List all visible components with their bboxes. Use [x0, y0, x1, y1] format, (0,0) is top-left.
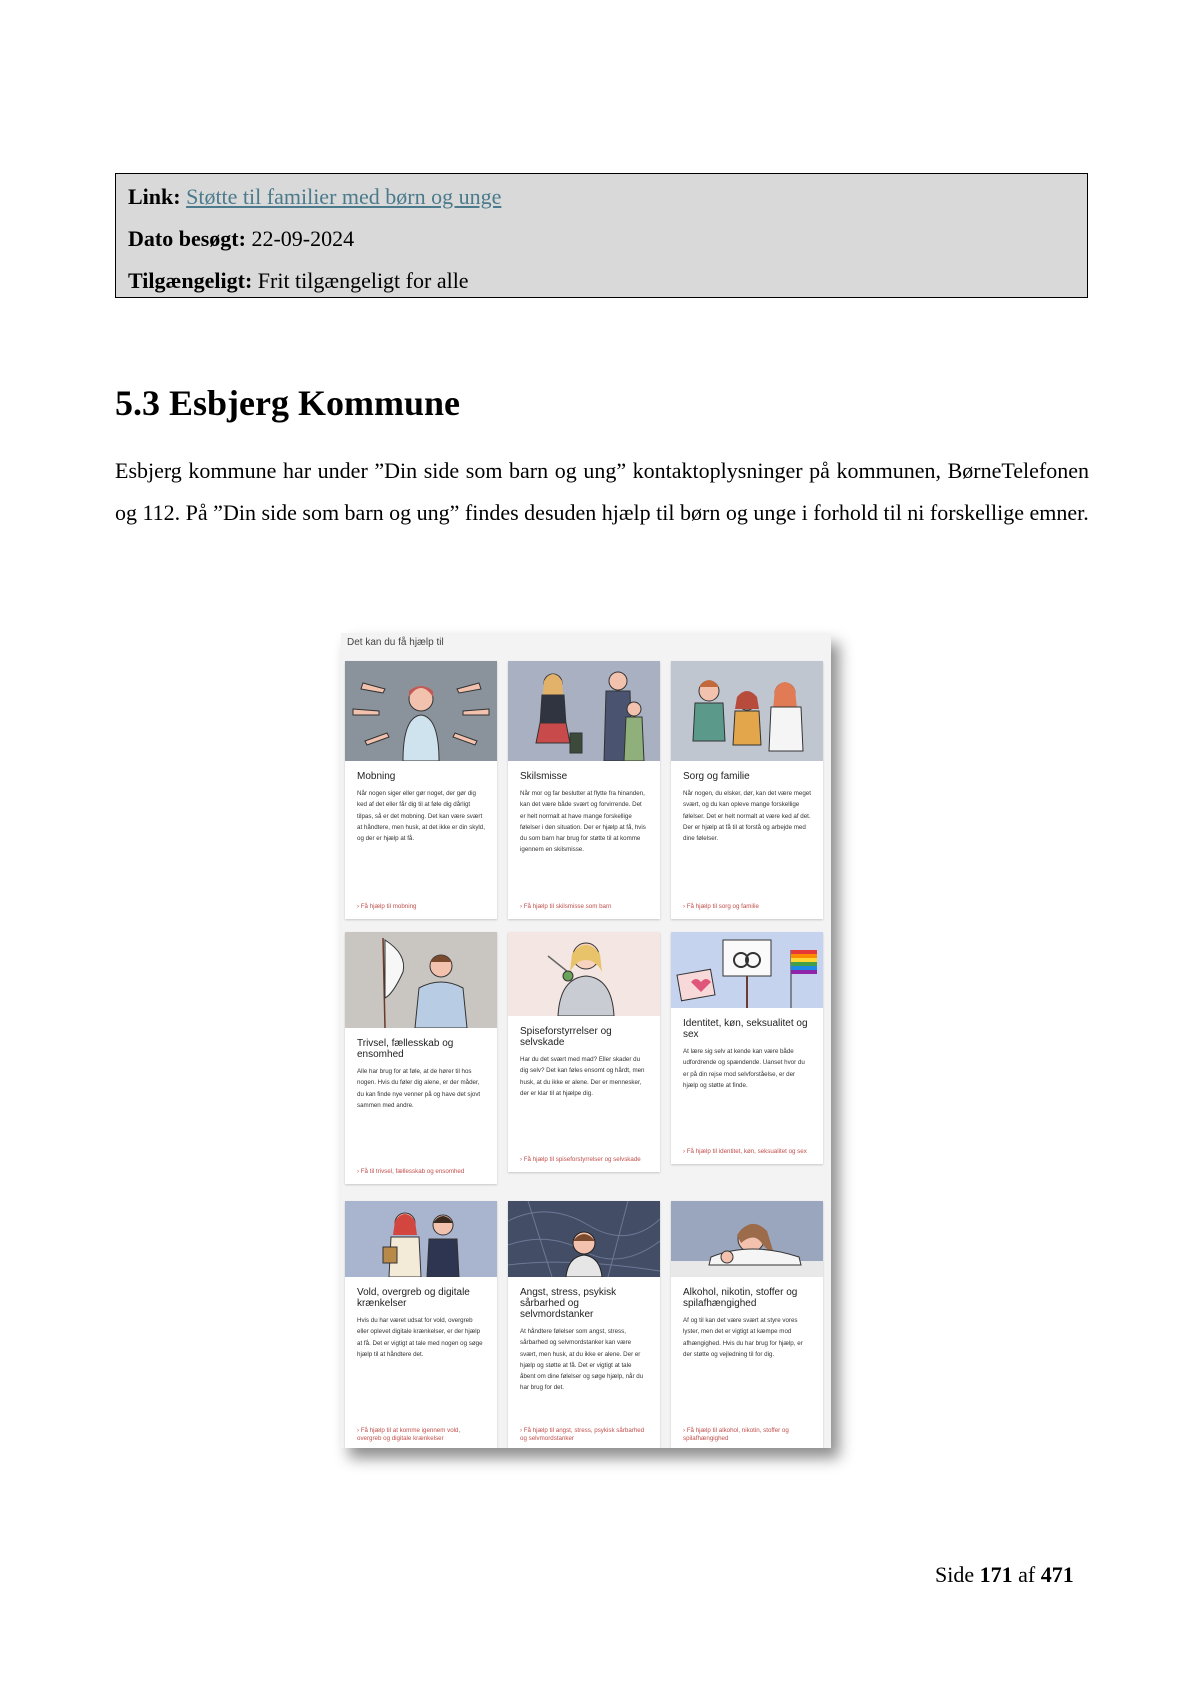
- card-title: Sorg og familie: [683, 771, 750, 782]
- source-info-box: [115, 173, 1088, 298]
- section-paragraph: Esbjerg kommune har under ”Din side som barn og ung” kontaktoplysninger på kommunen, BørneTelefonen og 112. På ”Din side som barn og ung” findes desuden hjælp til børn og unge i forhold til ni forskellige emner.: [115, 458, 1089, 525]
- date-label: Dato besøgt:: [128, 226, 246, 251]
- card-title: Spiseforstyrrelser og selvskade: [520, 1026, 612, 1048]
- card-link[interactable]: › Få hjælp til identitet, køn, seksualitet og sex: [683, 1148, 807, 1155]
- grief-family-illustration: [671, 661, 823, 761]
- card-link-label: Få hjælp til identitet, køn, seksualitet og sex: [686, 1148, 807, 1155]
- card-link-label: Få til trivsel, fællesskab og ensomhed: [360, 1168, 465, 1175]
- card-vold: [345, 1201, 497, 1448]
- card-link-label: Få hjælp til sorg og familie: [686, 903, 759, 910]
- card-link-label: Få hjælp til mobning: [360, 903, 417, 910]
- card-text: Når nogen, du elsker, dør, kan det være meget svært, og du kan opleve mange forskellige følelser. Det er helt normalt at være ked af det. Der er hjælp at få til at forstå og arbejde med dine følelser.: [683, 790, 811, 843]
- card-link[interactable]: › Få hjælp til skilsmisse som barn: [520, 903, 612, 910]
- card-link[interactable]: › Få til trivsel, fællesskab og ensomhed: [357, 1168, 465, 1175]
- card-title: Skilsmisse: [520, 771, 568, 782]
- card-identitet: [671, 932, 823, 1164]
- page-number: [935, 1562, 1074, 1588]
- card-link-label: Få hjælp til skilsmisse som barn: [523, 903, 612, 910]
- divorce-illustration: [508, 661, 660, 761]
- card-text: Har du det svært med mad? Eller skader du dig selv? Det kan føles ensomt og hårdt, men husk, at du ikke er alene. Der er mennesker, der er klar til at hjælpe dig.: [520, 1056, 645, 1097]
- access-label: Tilgængeligt:: [128, 268, 253, 293]
- access-value: Frit tilgængeligt for alle: [257, 268, 469, 293]
- card-mobning: [345, 661, 497, 919]
- link-row: [128, 176, 1075, 218]
- card-sorg-og-familie: [671, 661, 823, 919]
- page-separator: af: [1018, 1562, 1036, 1587]
- card-alkohol: [671, 1201, 823, 1448]
- date-value: 22-09-2024: [251, 226, 355, 251]
- card-link[interactable]: › Få hjælp til sorg og familie: [683, 903, 759, 910]
- card-angst: [508, 1201, 660, 1448]
- card-title: Vold, overgreb og digitale krænkelser: [357, 1287, 470, 1309]
- page-prefix: Side: [935, 1562, 975, 1587]
- card-link-label: Få hjælp til angst, stress, psykisk sårbarhed og selvmordstanker: [520, 1427, 645, 1442]
- card-link[interactable]: › Få hjælp til angst, stress, psykisk sårbarhed og selvmordstanker: [520, 1427, 645, 1442]
- card-title: Alkohol, nikotin, stoffer og spilafhængighed: [683, 1287, 798, 1309]
- screenshot-title: Det kan du få hjælp til: [347, 637, 444, 648]
- card-title: Identitet, køn, seksualitet og sex: [683, 1018, 808, 1040]
- card-title: Trivsel, fællesskab og ensomhed: [357, 1038, 454, 1060]
- card-trivsel: [345, 932, 497, 1184]
- violence-illustration: [345, 1201, 497, 1277]
- card-link[interactable]: › Få hjælp til mobning: [357, 903, 417, 910]
- card-text: Hvis du har været udsat for vold, overgreb eller oplevet digitale krænkelser, er der hjælp at få. Det er vigtigt at tale med nogen og søge hjælp til at håndtere det.: [357, 1317, 483, 1358]
- card-spiseforstyrrelser: [508, 932, 660, 1172]
- website-screenshot: [341, 633, 831, 1448]
- card-title: Mobning: [357, 771, 396, 782]
- total-pages: 471: [1040, 1562, 1074, 1587]
- card-link[interactable]: › Få hjælp til spiseforstyrrelser og selvskade: [520, 1156, 641, 1163]
- current-page: 171: [979, 1562, 1013, 1587]
- mobbing-illustration: [345, 661, 497, 761]
- card-text: Når nogen siger eller gør noget, der gør dig ked af det eller får dig til at føle dig dårligt tilpas, så er det mobning. Det kan være svært at håndtere, men husk, at det ikke er din skyld, og der er hjælp at få.: [357, 790, 485, 843]
- eating-disorder-illustration: [508, 932, 660, 1016]
- link-label: Link:: [128, 184, 181, 209]
- card-text: Af og til kan det være svært at styre vores lyster, men det er vigtigt at kæmpe mod afhængighed. Hvis du har brug for hjælp, er der støtte og vejledning til for dig.: [683, 1317, 803, 1358]
- card-link-label: Få hjælp til spiseforstyrrelser og selvskade: [523, 1156, 641, 1163]
- card-skilsmisse: [508, 661, 660, 919]
- access-row: [128, 260, 1075, 302]
- card-link-label: Få hjælp til alkohol, nikotin, stoffer og spilafhængighed: [683, 1427, 789, 1442]
- card-title: Angst, stress, psykisk sårbarhed og selvmordstanker: [520, 1287, 617, 1320]
- date-row: [128, 218, 1075, 260]
- identity-illustration: [671, 932, 823, 1008]
- card-text: Når mor og far beslutter at flytte fra hinanden, kan det være både svært og forvirrende. Det er helt normalt at have mange forskellige følelser i den situation. Der er hjælp at få, hvis du som barn har brug for støtte til at komme igennem en skilsmisse.: [520, 790, 646, 854]
- card-text: Alle har brug for at føle, at de hører til hos nogen. Hvis du føler dig alene, er der måder, du kan finde nye venner på og have det sjovt sammen med andre.: [357, 1068, 481, 1109]
- addiction-illustration: [671, 1201, 823, 1277]
- source-link[interactable]: Støtte til familier med børn og unge: [186, 184, 502, 209]
- card-link-label: Få hjælp til at komme igennem vold, overgreb og digitale krænkelser: [357, 1427, 461, 1442]
- card-link[interactable]: › Få hjælp til alkohol, nikotin, stoffer og spilafhængighed: [683, 1427, 789, 1442]
- wellbeing-illustration: [345, 932, 497, 1028]
- card-link[interactable]: › Få hjælp til at komme igennem vold, overgreb og digitale krænkelser: [357, 1427, 461, 1442]
- anxiety-illustration: [508, 1201, 660, 1277]
- card-text: At lære sig selv at kende kan være både udfordrende og spændende. Uanset hvor du er på din rejse mod selvforståelse, er der hjælp og støtte at finde.: [683, 1048, 805, 1089]
- section-heading: 5.3 Esbjerg Kommune: [115, 383, 460, 423]
- card-text: At håndtere følelser som angst, stress, sårbarhed og selvmordstanker kan være svært, men husk, at du ikke er alene. Der er hjælp og støtte at få. Det er vigtigt at tale åbent om dine følelser og søge hjælp, når du har brug for det.: [520, 1328, 644, 1392]
